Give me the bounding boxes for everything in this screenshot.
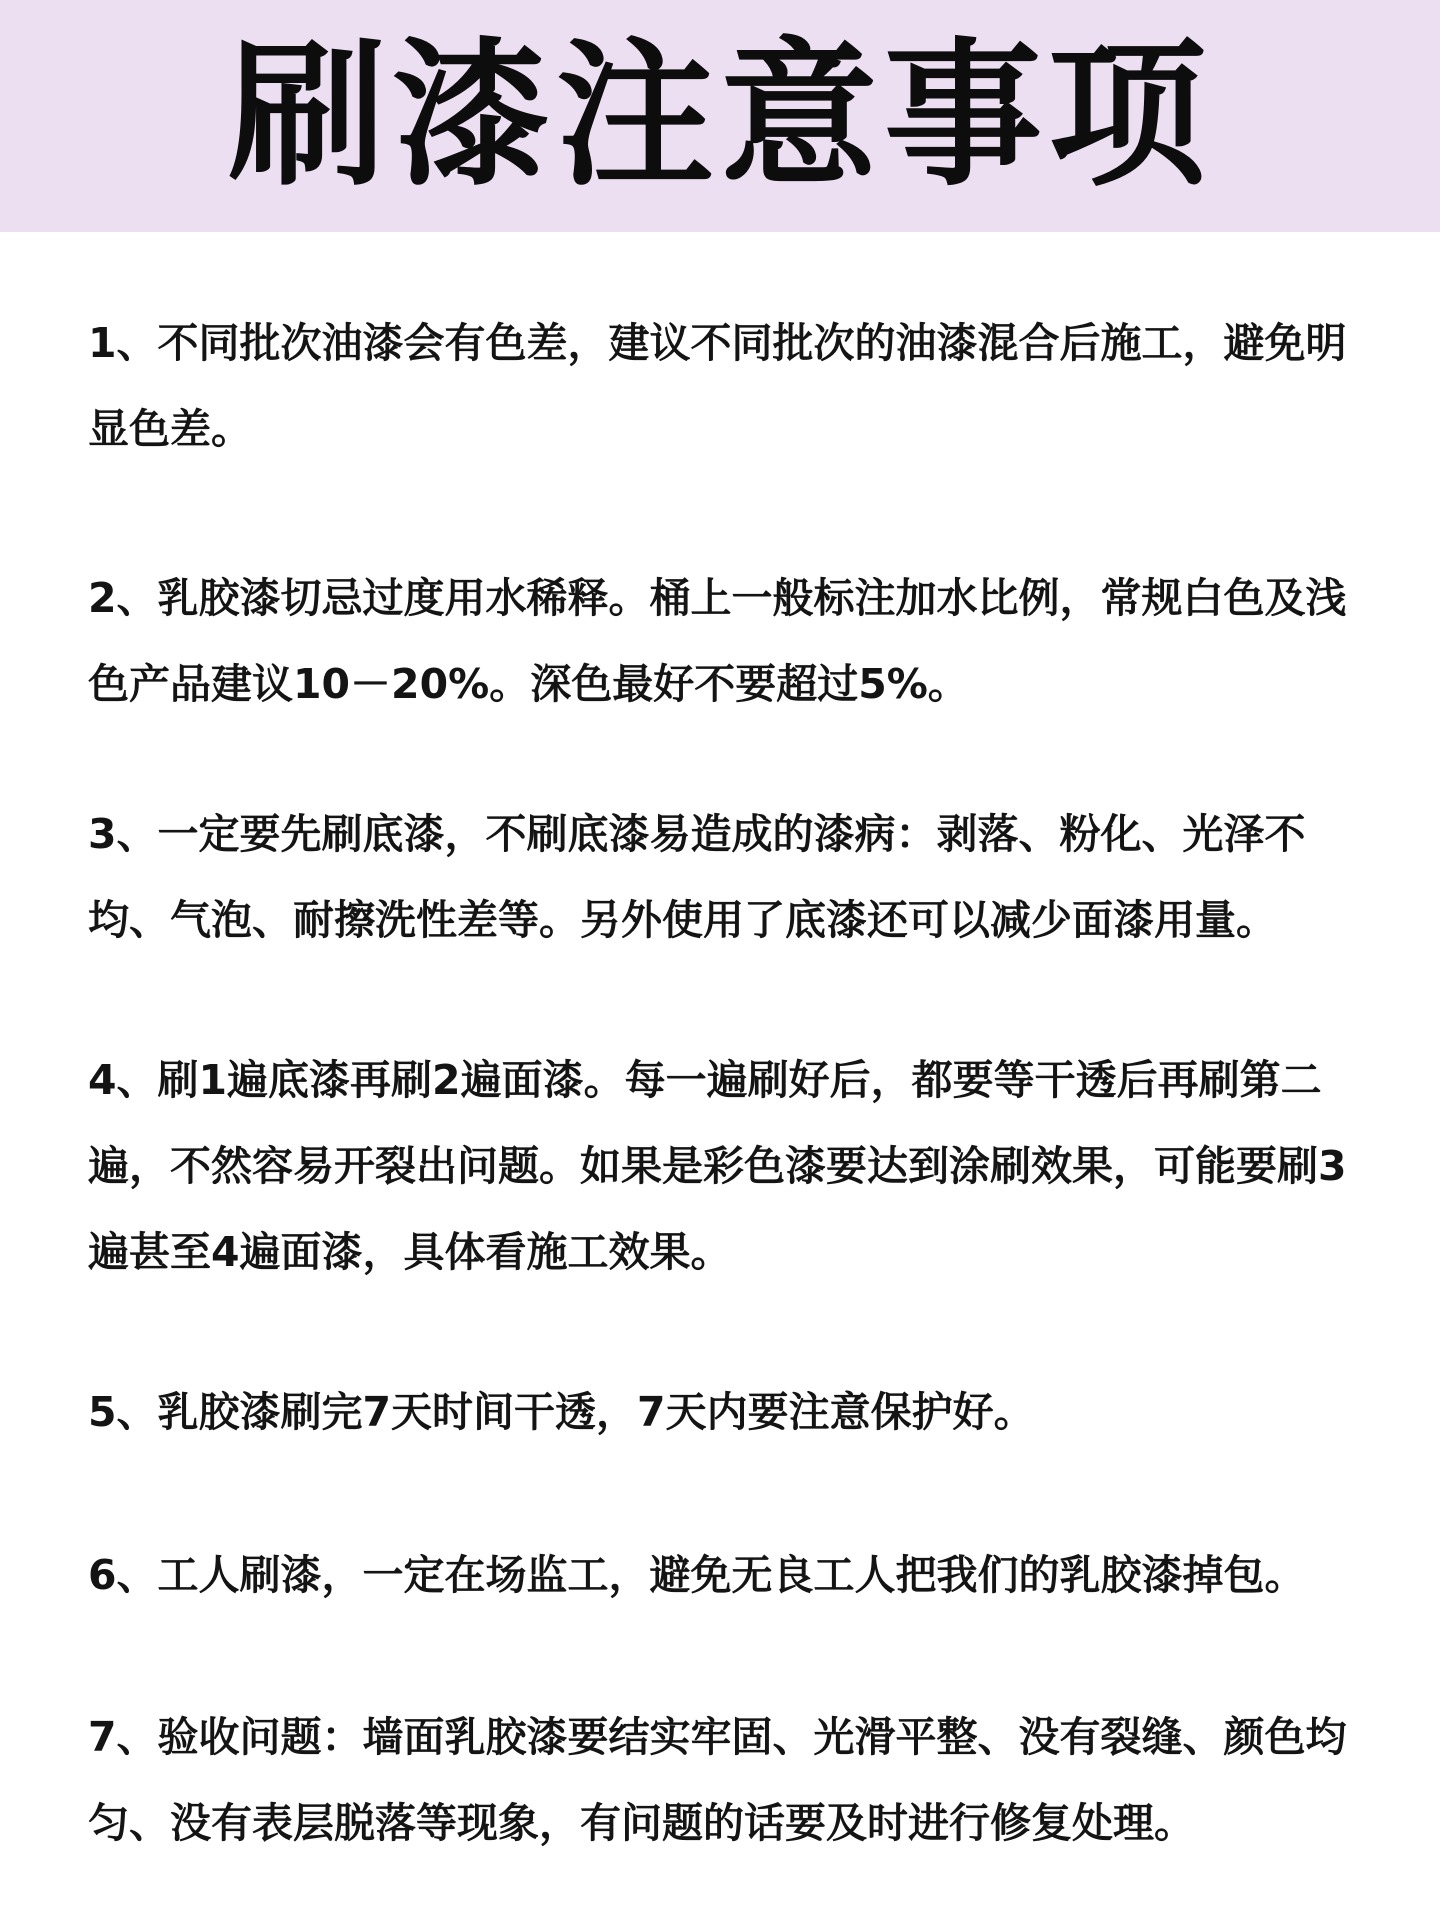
note-item-4: 4、刷1遍底漆再刷2遍面漆。每一遍刷好后，都要等干透后再刷第二遍，不然容易开裂出问题。如果是彩色漆要达到涂刷效果，可能要刷3遍甚至4遍面漆，具体看施工效果。 [88,1056,1347,1276]
note-item-7: 7、验收问题：墙面乳胶漆要结实牢固、光滑平整、没有裂缝、颜色均匀、没有表层脱落等现象，有问题的话要及时进行修复处理。 [88,1713,1347,1847]
note-item-6: 6、工人刷漆，一定在场监工，避免无良工人把我们的乳胶漆掉包。 [88,1551,1306,1599]
note-item-3: 3、一定要先刷底漆，不刷底漆易造成的漆病：剥落、粉化、光泽不均、气泡、耐擦洗性差等。另外使用了底漆还可以减少面漆用量。 [88,810,1306,944]
page-title: 刷漆注意事项 [228,24,1212,208]
note-item-1: 1、不同批次油漆会有色差，建议不同批次的油漆混合后施工，避免明显色差。 [88,319,1347,453]
note-item-2: 2、乳胶漆切忌过度用水稀释。桶上一般标注加水比例，常规白色及浅色产品建议10－20%。深色最好不要超过5%。 [88,574,1347,708]
note-item-5: 5、乳胶漆刷完7天时间干透，7天内要注意保护好。 [88,1388,1035,1436]
